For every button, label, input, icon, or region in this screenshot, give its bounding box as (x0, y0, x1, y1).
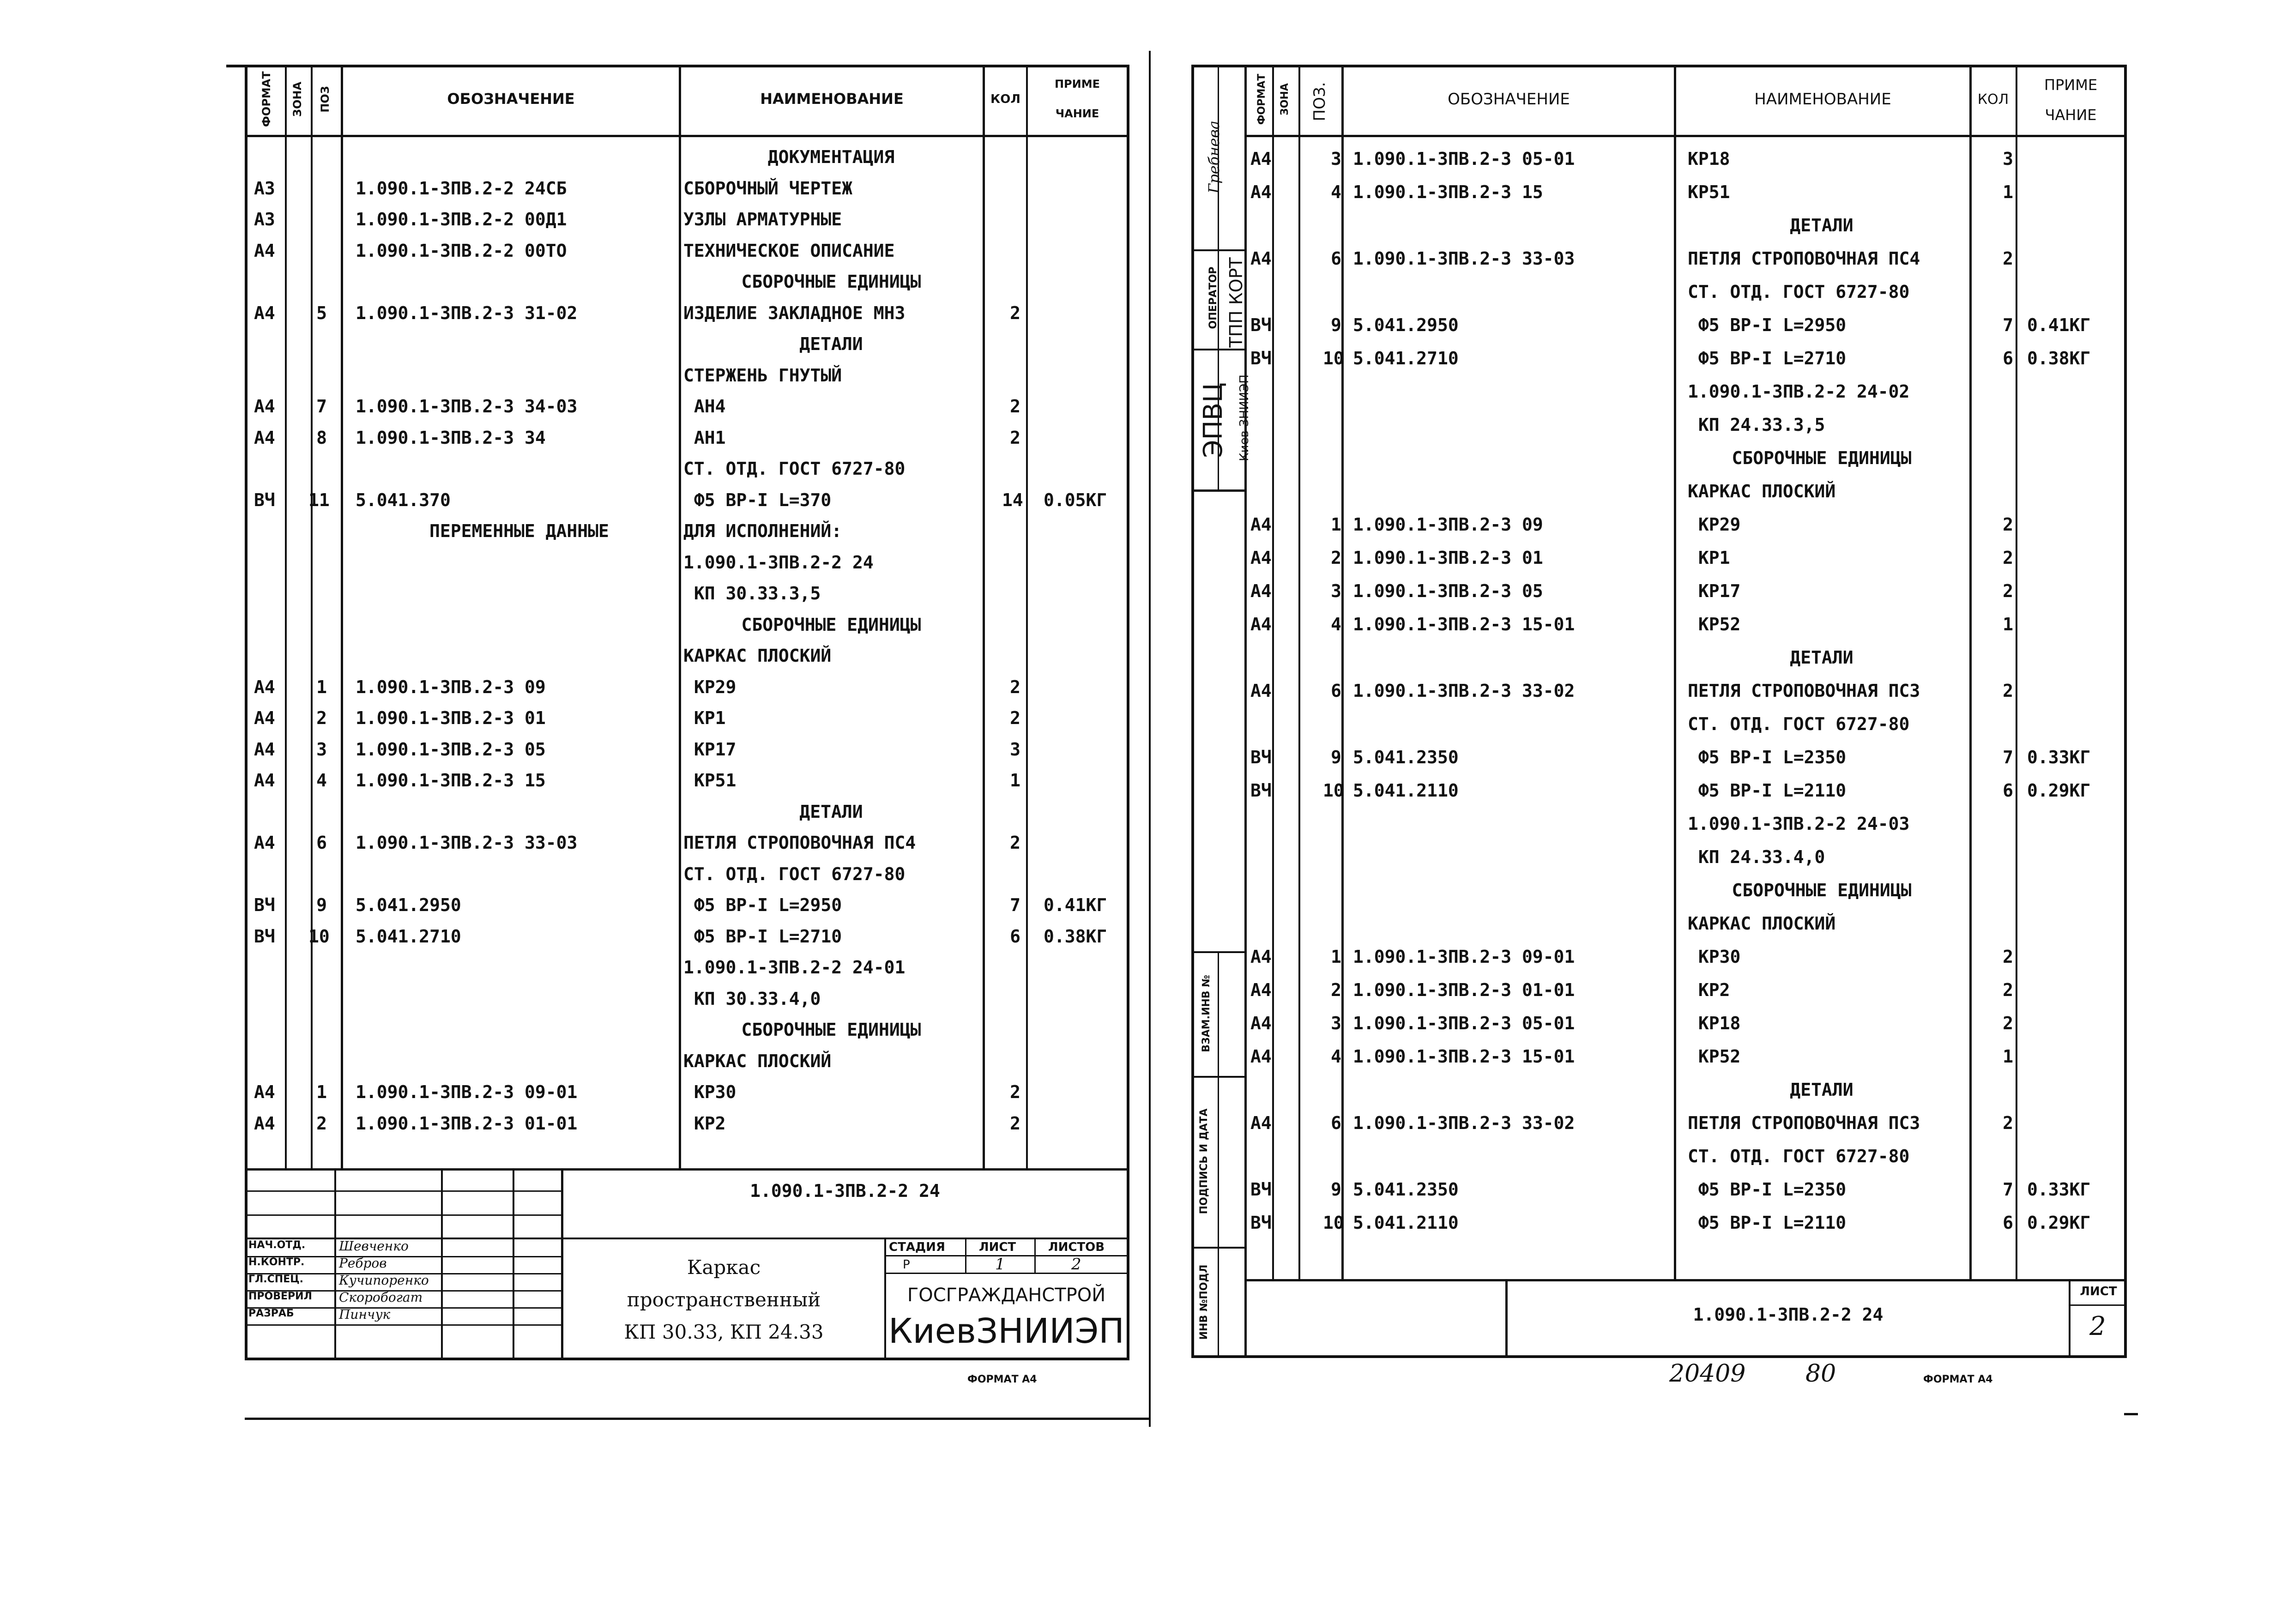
position-cell: 6 (316, 833, 327, 853)
quantity-cell: 2 (1010, 1113, 1020, 1134)
signer-name: Шевченко (339, 1238, 409, 1254)
signer-name: Пинчук (339, 1307, 391, 1322)
designation-cell: 1.090.1-3ПВ.2-3 15 (1353, 182, 1543, 202)
format-cell: А4 (254, 1113, 275, 1134)
quantity-cell: 2 (2003, 514, 2013, 535)
header-pos: ПОЗ (319, 86, 332, 113)
margin-label-signature-date: ПОДПИСЬ И ДАТА (1198, 1108, 1210, 1214)
left-doc-number: 1.090.1-3ПВ.2-2 24 (750, 1181, 940, 1201)
name-cell: КР1 (1688, 548, 1730, 568)
designation-cell: 1.090.1-3ПВ.2-3 01-01 (1353, 980, 1575, 1000)
name-cell: КАРКАС ПЛОСКИЙ (683, 646, 832, 666)
note-cell: 0.38КГ (2027, 348, 2091, 368)
format-cell: А4 (254, 240, 275, 261)
designation-cell: 1.090.1-3ПВ.2-2 00ТО (356, 240, 567, 261)
name-cell: ПЕТЛЯ СТРОПОВОЧНАЯ ПС3 (1688, 681, 1920, 701)
quantity-cell: 7 (1010, 895, 1020, 915)
position-cell: 9 (1331, 1179, 1341, 1200)
right-header-note-2: ЧАНИЕ (2045, 106, 2097, 124)
position-cell: 10 (1323, 1213, 1344, 1233)
header-qty: КОЛ (990, 92, 1020, 106)
designation-cell: 5.041.2110 (1353, 780, 1459, 801)
format-cell: ВЧ (1250, 348, 1272, 368)
format-cell: А4 (254, 770, 275, 791)
quantity-cell: 1 (2003, 1046, 2013, 1067)
position-cell: 4 (1331, 1046, 1341, 1067)
note-cell: 0.41КГ (2027, 315, 2091, 335)
position-cell: 9 (1331, 315, 1341, 335)
format-cell: А4 (1250, 182, 1272, 202)
quantity-cell: 2 (1010, 833, 1020, 853)
name-cell: КР30 (1688, 947, 1741, 967)
format-cell: А4 (1250, 1013, 1272, 1033)
note-cell: 0.33КГ (2027, 747, 2091, 767)
designation-cell: 5.041.2710 (1353, 348, 1459, 368)
position-cell: 4 (316, 770, 327, 791)
format-cell: А4 (1250, 614, 1272, 634)
drawing-title-line-3: КП 30.33, КП 24.33 (624, 1321, 824, 1343)
format-cell: А4 (1250, 149, 1272, 169)
note-cell: 0.29КГ (2027, 780, 2091, 801)
name-cell: 1.090.1-3ПВ.2-2 24-02 (1688, 381, 1910, 402)
name-cell: Ф5 ВР-I L=2950 (1688, 315, 1847, 335)
position-cell: 6 (1331, 248, 1341, 269)
left-format-label: ФОРМАТ А4 (967, 1374, 1037, 1385)
archive-code: 80 (1805, 1360, 1836, 1388)
org-bottom: КиевЗНИИЭП (888, 1311, 1124, 1351)
quantity-cell: 6 (2003, 780, 2013, 801)
name-cell: КАРКАС ПЛОСКИЙ (1688, 481, 1836, 501)
designation-cell: 1.090.1-3ПВ.2-3 05 (356, 739, 546, 760)
name-cell: КР29 (1688, 514, 1741, 535)
signer-name: Кучипоренко (339, 1273, 429, 1288)
quantity-cell: 7 (2003, 1179, 2013, 1200)
name-cell: КР1 (683, 708, 726, 728)
position-cell: 7 (316, 396, 327, 417)
designation-cell: 1.090.1-3ПВ.2-3 33-03 (1353, 248, 1575, 269)
designation-cell: 1.090.1-3ПВ.2-3 15-01 (1353, 1046, 1575, 1067)
quantity-cell: 2 (2003, 681, 2013, 701)
right-format-label: ФОРМАТ А4 (1923, 1374, 1993, 1385)
format-cell: А4 (254, 302, 275, 323)
designation-cell: ПЕРЕМЕННЫЕ ДАННЫЕ (429, 521, 609, 541)
designation-cell: 1.090.1-3ПВ.2-3 33-02 (1353, 1113, 1575, 1133)
designation-cell: 1.090.1-3ПВ.2-3 09 (1353, 514, 1543, 535)
signer-name: Ребров (339, 1256, 387, 1271)
right-header-zone: ЗОНА (1279, 83, 1291, 115)
name-cell: КП 30.33.4,0 (683, 988, 821, 1009)
designation-cell: 5.041.2350 (1353, 1179, 1459, 1200)
name-cell: 1.090.1-3ПВ.2-2 24-01 (683, 957, 906, 978)
position-cell: 1 (316, 1082, 327, 1102)
format-cell: ВЧ (254, 489, 275, 510)
designation-cell: 5.041.2350 (1353, 747, 1459, 767)
quantity-cell: 7 (2003, 747, 2013, 767)
name-cell: ДЕТАЛИ (799, 801, 863, 822)
right-sheet-label: ЛИСТ (2080, 1285, 2117, 1298)
position-cell: 6 (1331, 681, 1341, 701)
position-cell: 5 (316, 302, 327, 323)
right-header-note-1: ПРИМЕ (2044, 76, 2098, 94)
format-cell: А4 (1250, 1046, 1272, 1067)
format-cell: А4 (1250, 1113, 1272, 1133)
position-cell: 1 (316, 676, 327, 697)
name-cell: ИЗДЕЛИЕ ЗАКЛАДНОЕ МН3 (683, 302, 906, 323)
quantity-cell: 2 (2003, 980, 2013, 1000)
designation-cell: 1.090.1-3ПВ.2-3 31-02 (356, 302, 578, 323)
designation-cell: 1.090.1-3ПВ.2-2 24СБ (356, 178, 567, 199)
right-header-format: ФОРМАТ (1256, 73, 1268, 125)
designation-cell: 1.090.1-3ПВ.2-3 34-03 (356, 396, 578, 417)
name-cell: КР2 (683, 1113, 726, 1134)
designation-cell: 5.041.2950 (356, 895, 461, 915)
format-cell: А4 (1250, 980, 1272, 1000)
position-cell: 2 (1331, 548, 1341, 568)
drawing-title-line-1: Каркас (687, 1256, 761, 1279)
role-label: ГЛ.СПЕЦ. (248, 1274, 304, 1285)
name-cell: СБОРОЧНЫЕ ЕДИНИЦЫ (741, 614, 921, 635)
name-cell: КП 24.33.3,5 (1688, 415, 1825, 435)
position-cell: 9 (1331, 747, 1341, 767)
name-cell: ДЕТАЛИ (799, 334, 863, 354)
quantity-cell: 3 (1010, 739, 1020, 760)
sheet-value: 1 (995, 1255, 1005, 1274)
position-cell: 9 (316, 895, 327, 915)
stage-value: Р (903, 1258, 910, 1272)
name-cell: СБОРОЧНЫЕ ЕДИНИЦЫ (1732, 880, 1912, 900)
quantity-cell: 14 (1002, 489, 1023, 510)
position-cell: 10 (1323, 348, 1344, 368)
format-cell: ВЧ (1250, 1179, 1272, 1200)
header-zone: ЗОНА (291, 81, 304, 117)
position-cell: 6 (1331, 1113, 1341, 1133)
name-cell: КР29 (683, 676, 736, 697)
format-cell: ВЧ (254, 926, 275, 947)
name-cell: СТЕРЖЕНЬ ГНУТЫЙ (683, 365, 842, 386)
name-cell: КР18 (1688, 1013, 1741, 1033)
format-cell: А3 (254, 209, 275, 229)
format-cell: А4 (254, 427, 275, 448)
name-cell: 1.090.1-3ПВ.2-2 24-03 (1688, 814, 1910, 834)
quantity-cell: 2 (1010, 708, 1020, 728)
name-cell: ТЕХНИЧЕСКОЕ ОПИСАНИЕ (683, 240, 895, 261)
role-label: НАЧ.ОТД. (248, 1239, 306, 1251)
name-cell: УЗЛЫ АРМАТУРНЫЕ (683, 209, 842, 229)
name-cell: СТ. ОТД. ГОСТ 6727-80 (683, 459, 906, 479)
name-cell: КР18 (1688, 149, 1730, 169)
format-cell: А4 (1250, 581, 1272, 601)
name-cell: СТ. ОТД. ГОСТ 6727-80 (1688, 282, 1910, 302)
sheet-label: ЛИСТ (979, 1240, 1016, 1254)
format-cell: А4 (1250, 947, 1272, 967)
sheets-label: ЛИСТОВ (1048, 1240, 1105, 1254)
designation-cell: 1.090.1-3ПВ.2-3 33-02 (1353, 681, 1575, 701)
right-header-qty: КОЛ (1977, 91, 2009, 108)
side-center: ЭПВЦ (1198, 382, 1228, 458)
quantity-cell: 2 (2003, 1113, 2013, 1133)
position-cell: 4 (1331, 614, 1341, 634)
right-header-pos: ПОЗ. (1310, 82, 1329, 121)
name-cell: ДЛЯ ИСПОЛНЕНИЙ: (683, 521, 842, 541)
position-cell: 4 (1331, 182, 1341, 202)
name-cell: Ф5 ВР-I L=2350 (1688, 747, 1847, 767)
position-cell: 2 (316, 708, 327, 728)
position-cell: 10 (1323, 780, 1344, 801)
format-cell: А4 (254, 676, 275, 697)
name-cell: КР30 (683, 1082, 736, 1102)
name-cell: СТ. ОТД. ГОСТ 6727-80 (1688, 714, 1910, 734)
position-cell: 2 (316, 1113, 327, 1134)
format-cell: ВЧ (254, 895, 275, 915)
name-cell: Ф5 ВР-I L=2710 (683, 926, 842, 947)
name-cell: ДЕТАЛИ (1790, 1080, 1853, 1100)
name-cell: СБОРОЧНЫЕ ЕДИНИЦЫ (741, 1020, 921, 1040)
designation-cell: 1.090.1-3ПВ.2-3 34 (356, 427, 546, 448)
format-cell: А4 (1250, 681, 1272, 701)
name-cell: СТ. ОТД. ГОСТ 6727-80 (683, 863, 906, 884)
name-cell: Ф5 ВР-I L=2950 (683, 895, 842, 915)
stage-label: СТАДИЯ (889, 1240, 945, 1254)
margin-label-original-inv: ИНВ №ПОДЛ (1198, 1264, 1210, 1340)
signer-name: Скоробогат (339, 1290, 423, 1305)
quantity-cell: 1 (2003, 614, 2013, 634)
name-cell: КР2 (1688, 980, 1730, 1000)
format-cell: ВЧ (1250, 747, 1272, 767)
quantity-cell: 6 (2003, 1213, 2013, 1233)
note-cell: 0.29КГ (2027, 1213, 2091, 1233)
side-signer: Гребнева (1205, 121, 1223, 193)
name-cell: КП 30.33.3,5 (683, 583, 821, 604)
position-cell: 10 (308, 926, 330, 947)
name-cell: КАРКАС ПЛОСКИЙ (1688, 913, 1836, 934)
margin-label-replaced-inv: ВЗАМ.ИНВ № (1201, 975, 1212, 1052)
name-cell: Ф5 ВР-I L=2710 (1688, 348, 1847, 368)
archive-number: 20409 (1669, 1360, 1746, 1388)
designation-cell: 1.090.1-3ПВ.2-3 15 (356, 770, 546, 791)
note-cell: 0.05КГ (1044, 489, 1107, 510)
designation-cell: 1.090.1-3ПВ.2-3 01 (1353, 548, 1543, 568)
name-cell: КР52 (1688, 1046, 1741, 1067)
name-cell: АН1 (683, 427, 726, 448)
designation-cell: 1.090.1-3ПВ.2-3 33-03 (356, 833, 578, 853)
quantity-cell: 2 (2003, 248, 2013, 269)
name-cell: Ф5 ВР-I L=2350 (1688, 1179, 1847, 1200)
name-cell: Ф5 ВР-I L=370 (683, 489, 832, 510)
quantity-cell: 2 (1010, 1082, 1020, 1102)
name-cell: КР51 (683, 770, 736, 791)
role-label: ПРОВЕРИЛ (248, 1291, 312, 1302)
position-cell: 1 (1331, 947, 1341, 967)
designation-cell: 5.041.2110 (1353, 1213, 1459, 1233)
name-cell: КП 24.33.4,0 (1688, 847, 1825, 867)
name-cell: КР52 (1688, 614, 1741, 634)
header-name: НАИМЕНОВАНИЕ (760, 90, 904, 108)
name-cell: Ф5 ВР-I L=2110 (1688, 780, 1847, 801)
position-cell: 1 (1331, 514, 1341, 535)
quantity-cell: 7 (2003, 315, 2013, 335)
quantity-cell: 2 (1010, 302, 1020, 323)
designation-cell: 1.090.1-3ПВ.2-2 00Д1 (356, 209, 567, 229)
name-cell: СБОРОЧНЫЕ ЕДИНИЦЫ (741, 272, 921, 292)
designation-cell: 5.041.370 (356, 489, 451, 510)
name-cell: ДОКУМЕНТАЦИЯ (767, 147, 895, 167)
header-format: ФОРМАТ (260, 71, 273, 127)
format-cell: А4 (254, 396, 275, 417)
format-cell: А4 (254, 833, 275, 853)
quantity-cell: 2 (2003, 947, 2013, 967)
quantity-cell: 6 (1010, 926, 1020, 947)
format-cell: А4 (254, 1082, 275, 1102)
position-cell: 3 (1331, 581, 1341, 601)
quantity-cell: 1 (1010, 770, 1020, 791)
org-top: ГОСГРАЖДАНСТРОЙ (907, 1285, 1106, 1306)
format-cell: ВЧ (1250, 1213, 1272, 1233)
position-cell: 2 (1331, 980, 1341, 1000)
quantity-cell: 6 (2003, 348, 2013, 368)
role-label: РАЗРАБ (248, 1308, 294, 1319)
header-note-2: ЧАНИЕ (1055, 107, 1099, 120)
header-designation: ОБОЗНАЧЕНИЕ (447, 90, 575, 108)
drawing-title-line-2: пространственный (627, 1288, 821, 1311)
designation-cell: 1.090.1-3ПВ.2-3 15-01 (1353, 614, 1575, 634)
side-operator-value: ТПП КОРТ (1226, 257, 1246, 348)
position-cell: 11 (308, 489, 330, 510)
position-cell: 3 (1331, 149, 1341, 169)
format-cell: ВЧ (1250, 315, 1272, 335)
name-cell: КР51 (1688, 182, 1730, 202)
name-cell: Ф5 ВР-I L=2110 (1688, 1213, 1847, 1233)
right-header-designation: ОБОЗНАЧЕНИЕ (1448, 90, 1570, 109)
name-cell: ПЕТЛЯ СТРОПОВОЧНАЯ ПС4 (683, 833, 916, 853)
format-cell: А4 (254, 708, 275, 728)
quantity-cell: 2 (1010, 396, 1020, 417)
name-cell: ДЕТАЛИ (1790, 215, 1853, 235)
header-note-1: ПРИМЕ (1054, 78, 1100, 91)
right-spec-table (1247, 149, 2126, 1275)
designation-cell: 1.090.1-3ПВ.2-3 05-01 (1353, 149, 1575, 169)
role-label: Н.КОНТР. (248, 1256, 305, 1268)
quantity-cell: 2 (1010, 676, 1020, 697)
note-cell: 0.33КГ (2027, 1179, 2091, 1200)
right-sheet-value: 2 (2089, 1311, 2106, 1341)
quantity-cell: 2 (2003, 1013, 2013, 1033)
designation-cell: 5.041.2950 (1353, 315, 1459, 335)
format-cell: А4 (1250, 248, 1272, 269)
name-cell: АН4 (683, 396, 726, 417)
name-cell: 1.090.1-3ПВ.2-2 24 (683, 552, 874, 573)
position-cell: 3 (1331, 1013, 1341, 1033)
name-cell: СБОРОЧНЫЕ ЕДИНИЦЫ (1732, 448, 1912, 468)
format-cell: А4 (1250, 514, 1272, 535)
right-header-name: НАИМЕНОВАНИЕ (1754, 90, 1891, 109)
designation-cell: 1.090.1-3ПВ.2-3 09-01 (1353, 947, 1575, 967)
quantity-cell: 3 (2003, 149, 2013, 169)
format-cell: ВЧ (1250, 780, 1272, 801)
name-cell: ПЕТЛЯ СТРОПОВОЧНАЯ ПС3 (1688, 1113, 1920, 1133)
name-cell: СБОРОЧНЫЙ ЧЕРТЕЖ (683, 178, 853, 199)
side-operator-label: ОПЕРАТОР (1207, 266, 1219, 329)
designation-cell: 1.090.1-3ПВ.2-3 05-01 (1353, 1013, 1575, 1033)
designation-cell: 1.090.1-3ПВ.2-3 01 (356, 708, 546, 728)
position-cell: 3 (316, 739, 327, 760)
quantity-cell: 2 (1010, 427, 1020, 448)
quantity-cell: 1 (2003, 182, 2013, 202)
name-cell: КР17 (1688, 581, 1741, 601)
position-cell: 8 (316, 427, 327, 448)
name-cell: КР17 (683, 739, 736, 760)
name-cell: ПЕТЛЯ СТРОПОВОЧНАЯ ПС4 (1688, 248, 1920, 269)
designation-cell: 1.090.1-3ПВ.2-3 09 (356, 676, 546, 697)
designation-cell: 1.090.1-3ПВ.2-3 09-01 (356, 1082, 578, 1102)
side-center-sub: Киев ЗНИИЭП (1238, 374, 1251, 461)
right-doc-number: 1.090.1-3ПВ.2-2 24 (1693, 1304, 1883, 1325)
sheets-value: 2 (1071, 1255, 1081, 1274)
name-cell: ДЕТАЛИ (1790, 647, 1853, 668)
format-cell: А4 (1250, 548, 1272, 568)
designation-cell: 1.090.1-3ПВ.2-3 01-01 (356, 1113, 578, 1134)
note-cell: 0.38КГ (1044, 926, 1107, 947)
format-cell: А4 (254, 739, 275, 760)
quantity-cell: 2 (2003, 581, 2013, 601)
name-cell: СТ. ОТД. ГОСТ 6727-80 (1688, 1146, 1910, 1166)
designation-cell: 1.090.1-3ПВ.2-3 05 (1353, 581, 1543, 601)
designation-cell: 5.041.2710 (356, 926, 461, 947)
name-cell: КАРКАС ПЛОСКИЙ (683, 1050, 832, 1071)
format-cell: А3 (254, 178, 275, 199)
quantity-cell: 2 (2003, 548, 2013, 568)
note-cell: 0.41КГ (1044, 895, 1107, 915)
